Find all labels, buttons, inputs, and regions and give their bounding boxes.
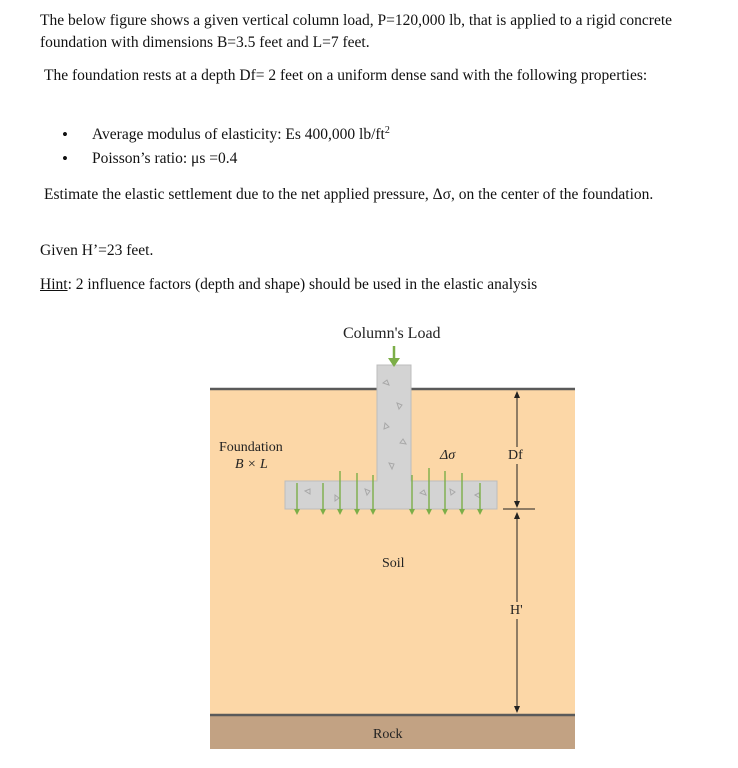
- foundation-paragraph: The foundation rests at a depth Df= 2 feet on a uniform dense sand with the following properties:: [44, 67, 648, 84]
- foundation-diagram: [205, 323, 580, 753]
- given-line: Given H’=23 feet.: [40, 242, 154, 259]
- h-label: H': [510, 603, 523, 618]
- bullet-icon: •: [62, 125, 68, 144]
- hint-text: : 2 influence factors (depth and shape) should be used in the elastic analysis: [67, 276, 538, 293]
- poisson-text: Poisson’s ratio: μs =0.4: [92, 150, 238, 167]
- df-label: Df: [508, 448, 523, 463]
- soil-properties-list: [62, 124, 390, 172]
- intro-paragraph: The below figure shows a given vertical column load, P=120,000 lb, that is applied to a rigid concrete foundation with dimensions B=3.5 feet and L=7 feet.: [40, 12, 673, 51]
- task-paragraph: Estimate the elastic settlement due to the net applied pressure, Δσ, on the center of the foundation.: [44, 186, 654, 203]
- hint-label: Hint: [40, 276, 68, 293]
- foundation-label: Foundation: [219, 440, 283, 455]
- hint-line: [40, 274, 720, 296]
- column-load-label: Column's Load: [343, 325, 441, 342]
- foundation-figure: [205, 323, 580, 753]
- modulus-text: Average modulus of elasticity: Es 400,000 lb/ft: [92, 126, 385, 143]
- list-item: [62, 124, 390, 148]
- modulus-exponent: 2: [384, 124, 390, 136]
- bullet-icon: •: [62, 149, 68, 168]
- foundation-dimensions-label: B × L: [235, 457, 268, 472]
- soil-label: Soil: [382, 556, 405, 571]
- delta-sigma-label: Δσ: [440, 448, 456, 463]
- rock-label: Rock: [373, 727, 403, 742]
- list-item: [62, 148, 390, 172]
